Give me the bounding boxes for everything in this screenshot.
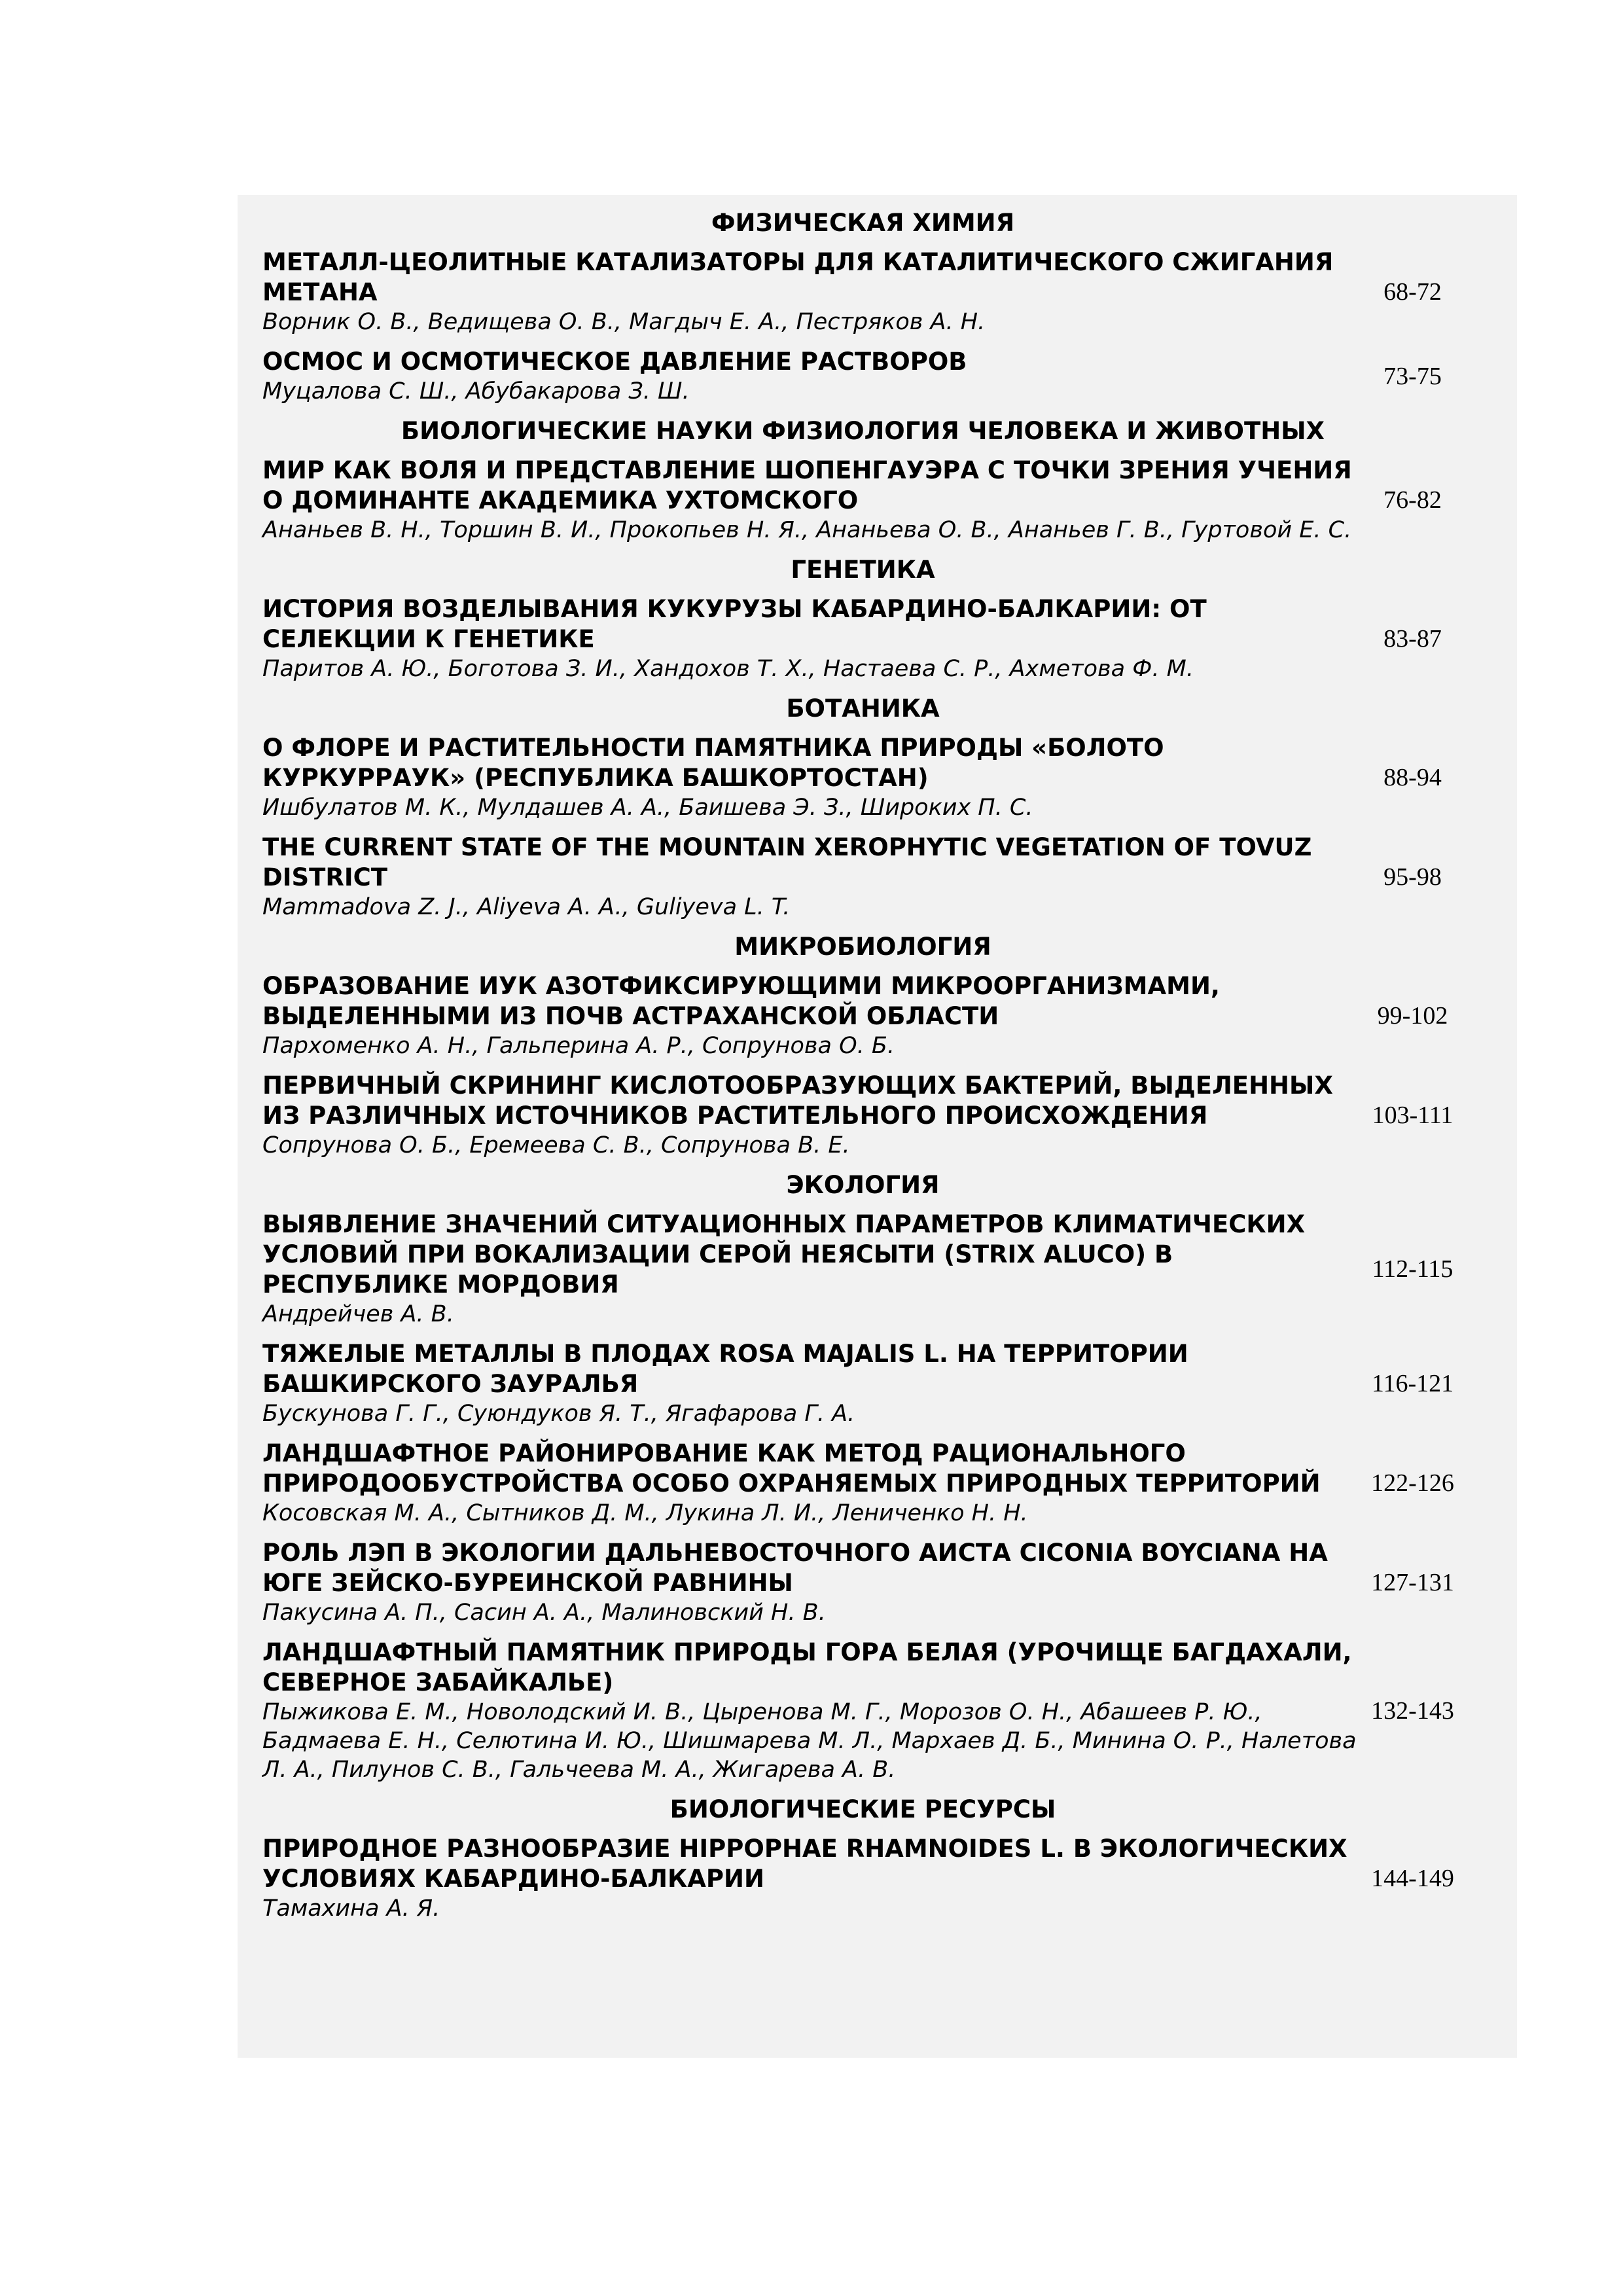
- article-authors: Бускунова Г. Г., Суюндуков Я. Т., Ягафарова Г. А.: [262, 1401, 855, 1427]
- section-heading: БИОЛОГИЧЕСКИЕ НАУКИ ФИЗИОЛОГИЯ ЧЕЛОВЕКА И ЖИВОТНЫХ: [401, 417, 1325, 445]
- toc-section: [262, 1170, 1463, 1784]
- article-authors: Сопрунова О. Б., Еремеева С. В., Сопрунова В. Е.: [262, 1132, 850, 1158]
- article-authors: Пыжикова Е. М., Новолодский И. В., Цыренова М. Г., Морозов О. Н., Абашеев Р. Ю., Бадмаева Е. Н., Селютина И. Ю., Шишмарева М. Л., Мархаев Д. Б., Минина О. Р., Налетова Л. А., Пилунов С. В., Гальчеева М. А., Жигарева А. В.: [262, 1699, 1357, 1783]
- toc-entry: [262, 1071, 1463, 1160]
- page-range: 116-121: [1371, 1370, 1454, 1397]
- section-entries: [262, 456, 1463, 545]
- entry-text: [262, 347, 1362, 406]
- page-range: 88-94: [1383, 764, 1442, 791]
- article-title: ПЕРВИЧНЫЙ СКРИНИНГ КИСЛОТООБРАЗУЮЩИХ БАКТЕРИЙ, ВЫДЕЛЕННЫХ ИЗ РАЗЛИЧНЫХ ИСТОЧНИКОВ РАСТИТЕЛЬНОГО ПРОИСХОЖДЕНИЯ: [262, 1071, 1333, 1130]
- article-title: ВЫЯВЛЕНИЕ ЗНАЧЕНИЙ СИТУАЦИОННЫХ ПАРАМЕТРОВ КЛИМАТИЧЕСКИХ УСЛОВИЙ ПРИ ВОКАЛИЗАЦИИ СЕРОЙ НЕЯСЫТИ (STRIX ALUCO) В РЕСПУБЛИКЕ МОРДОВИЯ: [262, 1210, 1306, 1299]
- page-range: 73-75: [1383, 363, 1442, 390]
- entry-text: [262, 247, 1362, 336]
- section-entries: [262, 1210, 1463, 1784]
- page-range: 127-131: [1371, 1569, 1454, 1596]
- article-authors: Муцалова С. Ш., Абубакарова З. Ш.: [262, 378, 690, 404]
- article-authors: Пакусина А. П., Сасин А. А., Малиновский Н. В.: [262, 1600, 826, 1626]
- entry-text: [262, 1538, 1362, 1627]
- section-entries: [262, 247, 1463, 406]
- article-title: ТЯЖЕЛЫЕ МЕТАЛЛЫ В ПЛОДАХ ROSA MAJALIS L. НА ТЕРРИТОРИИ БАШКИРСКОГО ЗАУРАЛЬЯ: [262, 1340, 1188, 1398]
- article-title: О ФЛОРЕ И РАСТИТЕЛЬНОСТИ ПАМЯТНИКА ПРИРОДЫ «БОЛОТО КУРКУРРАУК» (РЕСПУБЛИКА БАШКОРТОСТАН): [262, 734, 1164, 792]
- article-title: THE CURRENT STATE OF THE MOUNTAIN XEROPHYTIC VEGETATION OF TOVUZ DISTRICT: [262, 833, 1312, 891]
- article-authors: Пархоменко А. Н., Гальперина А. Р., Сопрунова О. Б.: [262, 1033, 895, 1059]
- entry-text: [262, 594, 1362, 683]
- article-title: МИР КАК ВОЛЯ И ПРЕДСТАВЛЕНИЕ ШОПЕНГАУЭРА С ТОЧКИ ЗРЕНИЯ УЧЕНИЯ О ДОМИНАНТЕ АКАДЕМИКА УХТОМСКОГО: [262, 456, 1352, 514]
- section-entries: [262, 733, 1463, 922]
- article-title: ОСМОС И ОСМОТИЧЕСКОЕ ДАВЛЕНИЕ РАСТВОРОВ: [262, 348, 967, 376]
- page-range: 95-98: [1383, 863, 1442, 891]
- page-range: 122-126: [1371, 1469, 1454, 1497]
- article-authors: Косовская М. А., Сытников Д. М., Лукина Л. И., Лениченко Н. Н.: [262, 1500, 1028, 1526]
- table-of-contents-panel: [238, 195, 1517, 2058]
- toc-entry: [262, 1439, 1463, 1528]
- entry-text: [262, 456, 1362, 545]
- toc-entry: [262, 1210, 1463, 1329]
- toc-entry: [262, 1339, 1463, 1428]
- toc-section: [262, 932, 1463, 1160]
- toc-entry: [262, 1834, 1463, 1923]
- section-heading: ЭКОЛОГИЯ: [786, 1171, 940, 1199]
- toc-section: [262, 555, 1463, 683]
- article-authors: Ворник О. В., Ведищева О. В., Магдыч Е. А., Пестряков А. Н.: [262, 309, 986, 335]
- entry-text: [262, 1638, 1362, 1784]
- toc-entry: [262, 594, 1463, 683]
- page-range: 144-149: [1371, 1865, 1454, 1892]
- article-authors: Паритов А. Ю., Боготова З. И., Хандохов Т. Х., Настаева С. Р., Ахметова Ф. М.: [262, 656, 1194, 682]
- entry-text: [262, 971, 1362, 1060]
- section-heading: ФИЗИЧЕСКАЯ ХИМИЯ: [711, 209, 1015, 237]
- toc-entry: [262, 833, 1463, 922]
- toc-section: [262, 694, 1463, 922]
- toc-entry: [262, 1538, 1463, 1627]
- toc-section: [262, 1795, 1463, 1923]
- page-range: 76-82: [1383, 486, 1442, 514]
- section-heading: МИКРОБИОЛОГИЯ: [734, 933, 991, 961]
- article-authors: Mammadova Z. J., Aliyeva A. A., Guliyeva L. T.: [262, 894, 791, 920]
- article-title: ОБРАЗОВАНИЕ ИУК АЗОТФИКСИРУЮЩИМИ МИКРООРГАНИЗМАМИ, ВЫДЕЛЕННЫМИ ИЗ ПОЧВ АСТРАХАНСКОЙ ОБЛАСТИ: [262, 972, 1220, 1030]
- article-title: ЛАНДШАФТНОЕ РАЙОНИРОВАНИЕ КАК МЕТОД РАЦИОНАЛЬНОГО ПРИРОДООБУСТРОЙСТВА ОСОБО ОХРАНЯЕМЫХ ПРИРОДНЫХ ТЕРРИТОРИЙ: [262, 1439, 1321, 1498]
- page-range: 99-102: [1377, 1002, 1448, 1030]
- article-authors: Ишбулатов М. К., Мулдашев А. А., Баишева Э. З., Широких П. С.: [262, 795, 1033, 821]
- entry-text: [262, 1210, 1362, 1329]
- toc-entry: [262, 1638, 1463, 1784]
- toc-entry: [262, 247, 1463, 336]
- toc-section: [262, 416, 1463, 545]
- section-entries: [262, 594, 1463, 683]
- toc-section: [262, 208, 1463, 406]
- section-heading: ГЕНЕТИКА: [791, 556, 935, 584]
- section-entries: [262, 1834, 1463, 1923]
- article-title: РОЛЬ ЛЭП В ЭКОЛОГИИ ДАЛЬНЕВОСТОЧНОГО АИСТА CICONIA BOYCIANA НА ЮГЕ ЗЕЙСКО-БУРЕИНСКОЙ РАВНИНЫ: [262, 1539, 1328, 1597]
- section-heading: БИОЛОГИЧЕСКИЕ РЕСУРСЫ: [669, 1795, 1056, 1823]
- page-range: 103-111: [1372, 1102, 1454, 1129]
- article-authors: Андрейчев А. В.: [262, 1301, 454, 1327]
- article-authors: Тамахина А. Я.: [262, 1895, 440, 1922]
- entry-text: [262, 833, 1362, 922]
- article-title: МЕТАЛЛ-ЦЕОЛИТНЫЕ КАТАЛИЗАТОРЫ ДЛЯ КАТАЛИТИЧЕСКОГО СЖИГАНИЯ МЕТАНА: [262, 248, 1334, 306]
- article-title: ИСТОРИЯ ВОЗДЕЛЫВАНИЯ КУКУРУЗЫ КАБАРДИНО-БАЛКАРИИ: ОТ СЕЛЕКЦИИ К ГЕНЕТИКЕ: [262, 595, 1207, 653]
- entry-text: [262, 733, 1362, 822]
- article-title: ЛАНДШАФТНЫЙ ПАМЯТНИК ПРИРОДЫ ГОРА БЕЛАЯ (УРОЧИЩЕ БАГДАХАЛИ, СЕВЕРНОЕ ЗАБАЙКАЛЬЕ): [262, 1638, 1352, 1696]
- entry-text: [262, 1339, 1362, 1428]
- page-range: 68-72: [1383, 278, 1442, 306]
- article-authors: Ананьев В. Н., Торшин В. И., Прокопьев Н. Я., Ананьева О. В., Ананьев Г. В., Гуртовой Е. С.: [262, 517, 1352, 543]
- entry-text: [262, 1071, 1362, 1160]
- section-heading: БОТАНИКА: [786, 694, 940, 723]
- toc-entry: [262, 347, 1463, 406]
- article-title: ПРИРОДНОЕ РАЗНООБРАЗИЕ HIPPOPHAE RHAMNOIDES L. В ЭКОЛОГИЧЕСКИХ УСЛОВИЯХ КАБАРДИНО-БАЛКАРИИ: [262, 1835, 1347, 1893]
- toc-entry: [262, 733, 1463, 822]
- section-entries: [262, 971, 1463, 1160]
- entry-text: [262, 1834, 1362, 1923]
- page-range: 132-143: [1371, 1697, 1454, 1725]
- page-range: 112-115: [1372, 1255, 1454, 1283]
- toc-entry: [262, 971, 1463, 1060]
- entry-text: [262, 1439, 1362, 1528]
- toc-entry: [262, 456, 1463, 545]
- page-range: 83-87: [1383, 625, 1442, 653]
- table-of-contents: [262, 208, 1463, 1933]
